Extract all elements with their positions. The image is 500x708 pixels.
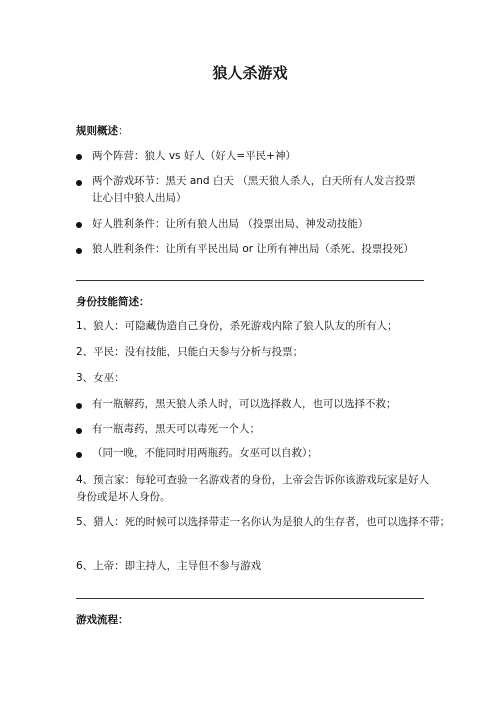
role-witch: 3、女巫： — [76, 372, 125, 384]
bullet-dot — [76, 248, 82, 254]
bullet-dot — [76, 180, 82, 186]
role-hunter: 5、猎人：死的时候可以选择带走一名你认为是狼人的生存者，也可以选择不带； — [76, 516, 451, 528]
roles-heading: 身份技能简述： — [76, 296, 150, 308]
section-divider — [76, 280, 424, 281]
role-god: 6、上帝：即主持人，主导但不参与游戏 — [76, 560, 262, 572]
section-divider — [76, 598, 424, 599]
bullet-dot — [76, 428, 82, 434]
role-civilian: 2、平民：没有技能，只能白天参与分析与投票； — [76, 346, 304, 358]
bullet-dot — [76, 154, 82, 160]
rules-bullet-4: 狼人胜利条件：让所有平民出局 or 让所有神出局（杀死、投票投死） — [92, 243, 414, 255]
bullet-dot — [76, 452, 82, 458]
witch-bullet-2: 有一瓶毒药，黑天可以毒死一个人； — [92, 423, 260, 435]
flow-heading: 游戏流程： — [76, 614, 129, 626]
document-title: 狼人杀游戏 — [212, 64, 288, 82]
rules-heading-colon: ： — [118, 125, 129, 137]
rules-heading — [76, 123, 129, 138]
rules-bullet-1: 两个阵营：狼人 vs 好人（好人=平民+神） — [92, 150, 296, 162]
bullet-dot — [76, 222, 82, 228]
rules-heading-text: 规则概述 — [76, 125, 118, 137]
rules-bullet-2: 两个游戏环节：黑天 and 白天 （黑天狼人杀人，白天所有人发言投票让心目中狼人出局） — [92, 175, 416, 204]
role-wolf: 1、狼人：可隐藏伪造自己身份，杀死游戏内除了狼人队友的所有人； — [76, 320, 398, 332]
witch-bullet-3: （同一晚，不能同时用两瓶药。女巫可以自救）； — [92, 447, 318, 459]
role-seer: 4、预言家：每轮可查验一名游戏者的身份，上帝会告诉你该游戏玩家是好人身份或是坏人身份。 — [76, 474, 430, 503]
bullet-dot — [76, 403, 82, 409]
witch-bullet-1: 有一瓶解药，黑天狼人杀人时，可以选择救人，也可以选择不救； — [92, 398, 397, 410]
rules-bullet-3: 好人胜利条件：让所有狼人出局 （投票出局、神发动技能） — [92, 218, 369, 230]
